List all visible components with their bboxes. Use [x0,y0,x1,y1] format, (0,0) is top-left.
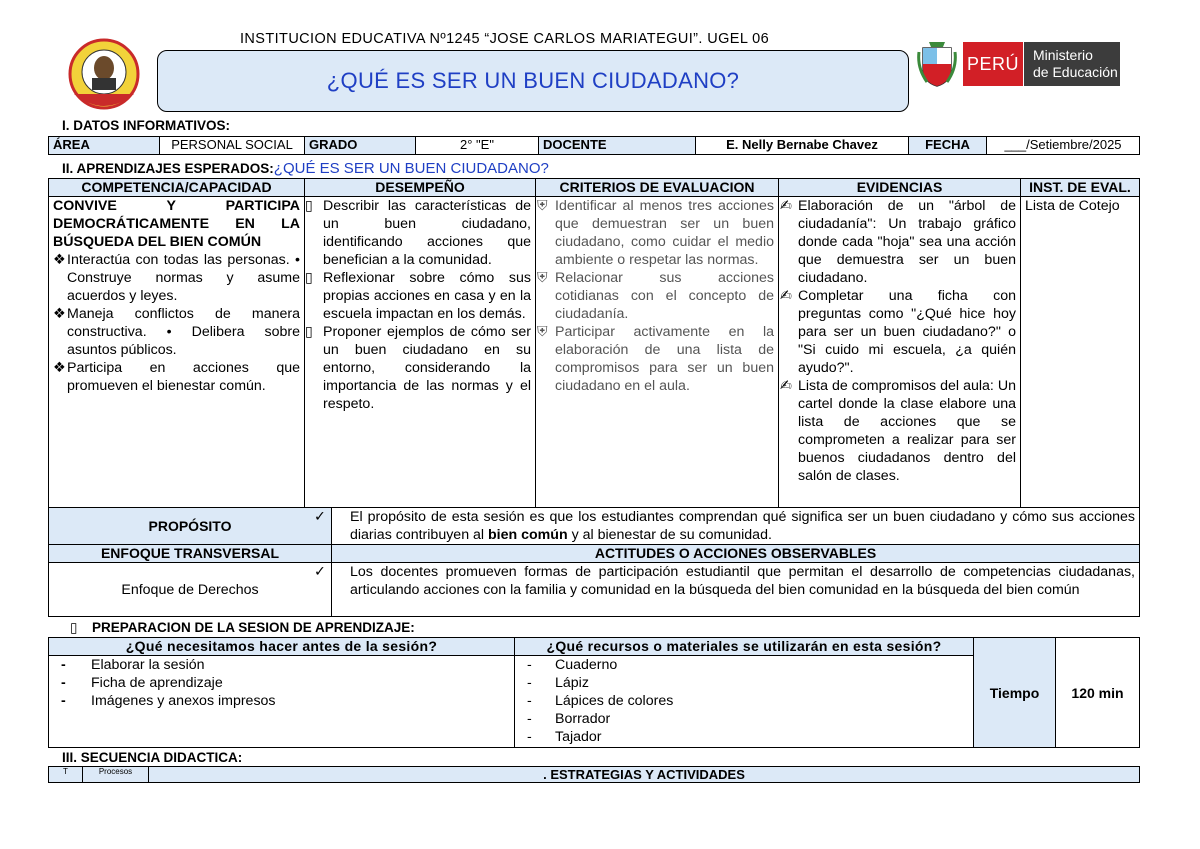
header-instrumento: INST. DE EVAL. [1021,179,1140,197]
datos-section-label: I. DATOS INFORMATIVOS: [62,118,230,133]
preparacion-section [70,620,415,636]
ministerio-logo [1024,42,1120,86]
aprendizajes-table [48,178,1140,508]
header-criterios: CRITERIOS DE EVALUACION [536,179,779,197]
desempeno-item: ▯ Proponer ejemplos de cómo ser un buen ciudadano en su entorno, considerando la importancia de las normas y el respeto. [305,324,531,412]
col-procesos: Procesos [83,767,149,783]
secuencia-section-label: III. SECUENCIA DIDACTICA: [62,750,243,765]
docente-value: E. Nelly Bernabe Chavez [696,137,909,155]
criterios-cell [536,197,779,508]
checkmark-icon: ✓ [314,564,326,580]
area-label: ÁREA [49,137,160,155]
evidencia-item: ✍ Lista de compromisos del aula: Un cartel donde la clase elabore una lista de acciones que se comprometen a realizar para ser buenos ciudadanos dentro del salón de clases. [780,378,1016,484]
capacidad-item: ❖Interactúa con todas las personas. • Construye normas y asume acuerdos y leyes. [53,252,300,304]
desempeno-item: ▯ Reflexionar sobre cómo sus propias acciones en casa y en la escuela impactan en los demás. [305,270,531,322]
enfoque-value: Enfoque de Derechos [49,563,332,617]
antes-item: - Imágenes y anexos impresos [61,693,276,709]
diamond-bullet-icon: ❖ [53,252,66,268]
recurso-item: - Tajador [527,729,602,745]
evidencia-item: ✍ Completar una ficha con preguntas como "¿Qué hice hoy para ser un buen ciudadano?" o "Si cuido mi escuela, ¿a quién ayudo?". [780,288,1016,376]
tiempo-label: Tiempo [974,638,1056,748]
antes-header: ¿Qué necesitamos hacer antes de la sesión? [49,638,515,656]
evidencia-item: ✍ Elaboración de un "árbol de ciudadanía": Un trabajo gráfico donde cada "hoja" sea una acción que demuestra ser un buen ciudadano. [780,198,1016,286]
area-value: PERSONAL SOCIAL [160,137,305,155]
shield-bullet-icon: ⛨ [537,198,548,214]
competencia-cell [49,197,305,508]
preparacion-table [48,637,1140,748]
desempeno-cell [305,197,536,508]
header-evidencias: EVIDENCIAS [779,179,1021,197]
writing-hand-icon: ✍ [780,378,792,394]
diamond-bullet-icon: ❖ [53,360,66,376]
docente-label: DOCENTE [539,137,696,155]
grado-value: 2° "E" [416,137,539,155]
criterio-item: ⛨ Identificar al menos tres acciones que demuestran ser un buen ciudadano, como cuidar el medio ambiente o respetar las normas. [537,198,774,268]
col-t: T [49,767,83,783]
proposito-table [48,507,1140,617]
peru-logo: PERÚ [963,42,1023,86]
enfoque-label: ENFOQUE TRANSVERSAL [49,545,332,563]
recurso-item: - Lápices de colores [527,693,674,709]
aprendizajes-title: ¿QUÉ ES SER UN BUEN CIUDADANO? [273,160,549,177]
peru-coat-of-arms-icon [917,38,957,88]
antes-item: - Ficha de aprendizaje [61,675,223,691]
col-estrategias: . ESTRATEGIAS Y ACTIVIDADES [149,767,1140,783]
recurso-item: - Borrador [527,711,611,727]
capacidad-item: ❖Participa en acciones que promueven el bienestar común. [53,360,300,394]
evidencias-cell [779,197,1021,508]
header-competencia: COMPETENCIA/CAPACIDAD [49,179,305,197]
diamond-bullet-icon: ❖ [53,306,66,322]
bullet-icon: ▯ [305,324,313,340]
writing-hand-icon: ✍ [780,198,792,214]
grado-label: GRADO [305,137,416,155]
checkmark-icon: ✓ [314,509,326,525]
shield-bullet-icon: ⛨ [537,324,548,340]
recurso-item: - Lápiz [527,675,589,691]
school-crest-icon [68,38,140,114]
capacidad-item: ❖Maneja conflictos de manera constructiva. • Delibera sobre asuntos públicos. [53,306,300,358]
actitudes-label: ACTITUDES O ACCIONES OBSERVABLES [332,545,1140,563]
bullet-icon: ▯ [70,620,78,635]
session-title: ¿QUÉ ES SER UN BUEN CIUDADANO? [326,68,740,93]
fecha-label: FECHA [909,137,987,155]
preparacion-label: PREPARACION DE LA SESION DE APRENDIZAJE: [92,620,415,635]
tiempo-value: 120 min [1056,638,1140,748]
ministerio-line1: Ministerio [1033,47,1093,63]
criterio-item: ⛨ Participar activamente en la elaboración de una lista de compromisos para ser un buen ciudadano en el aula. [537,324,774,394]
recurso-item: - Cuaderno [527,657,618,673]
fecha-value: ___/Setiembre/2025 [987,137,1140,155]
datos-table [48,136,1140,155]
header-desempeno: DESEMPEÑO [305,179,536,197]
recursos-list [515,656,974,748]
bullet-icon: ▯ [305,270,313,286]
bullet-icon: ▯ [305,198,313,214]
desempeno-item: ▯ Describir las características de un buen ciudadano, identificando acciones que benefician a la comunidad. [305,198,531,268]
proposito-text: ✓ El propósito de esta sesión es que los estudiantes comprendan qué significa ser un buen ciudadano y cómo sus acciones diarias contribuyen al bien común y al bienestar de su comunidad. [332,508,1140,545]
instrumento-cell: Lista de Cotejo [1021,197,1140,508]
institution-name: INSTITUCION EDUCATIVA Nº1245 “JOSE CARLOS MARIATEGUI”. UGEL 06 [240,31,770,47]
shield-bullet-icon: ⛨ [537,270,548,286]
ministerio-line2: de Educación [1033,64,1118,80]
criterio-item: ⛨ Relacionar sus acciones cotidianas con el concepto de ciudadanía. [537,270,774,322]
proposito-label: PROPÓSITO [49,508,332,545]
session-title-box [157,50,909,112]
aprendizajes-label: II. APRENDIZAJES ESPERADOS: [62,161,274,176]
antes-list [49,656,515,748]
competencia-title: CONVIVE Y PARTICIPA DEMOCRÁTICAMENTE EN LA BÚSQUEDA DEL BIEN COMÚN [53,198,300,250]
aprendizajes-section [62,160,549,177]
secuencia-table [48,766,1140,783]
actitud-text: ✓ Los docentes promueven formas de participación estudiantil que permitan el desarrollo de competencias ciudadanas, articulando acciones con la familia y comunidad en la búsqueda del bien comunidad en la búsqueda del bien común [332,563,1140,617]
recursos-header: ¿Qué recursos o materiales se utilizarán en esta sesión? [515,638,974,656]
antes-item: - Elaborar la sesión [61,657,205,673]
writing-hand-icon: ✍ [780,288,792,304]
